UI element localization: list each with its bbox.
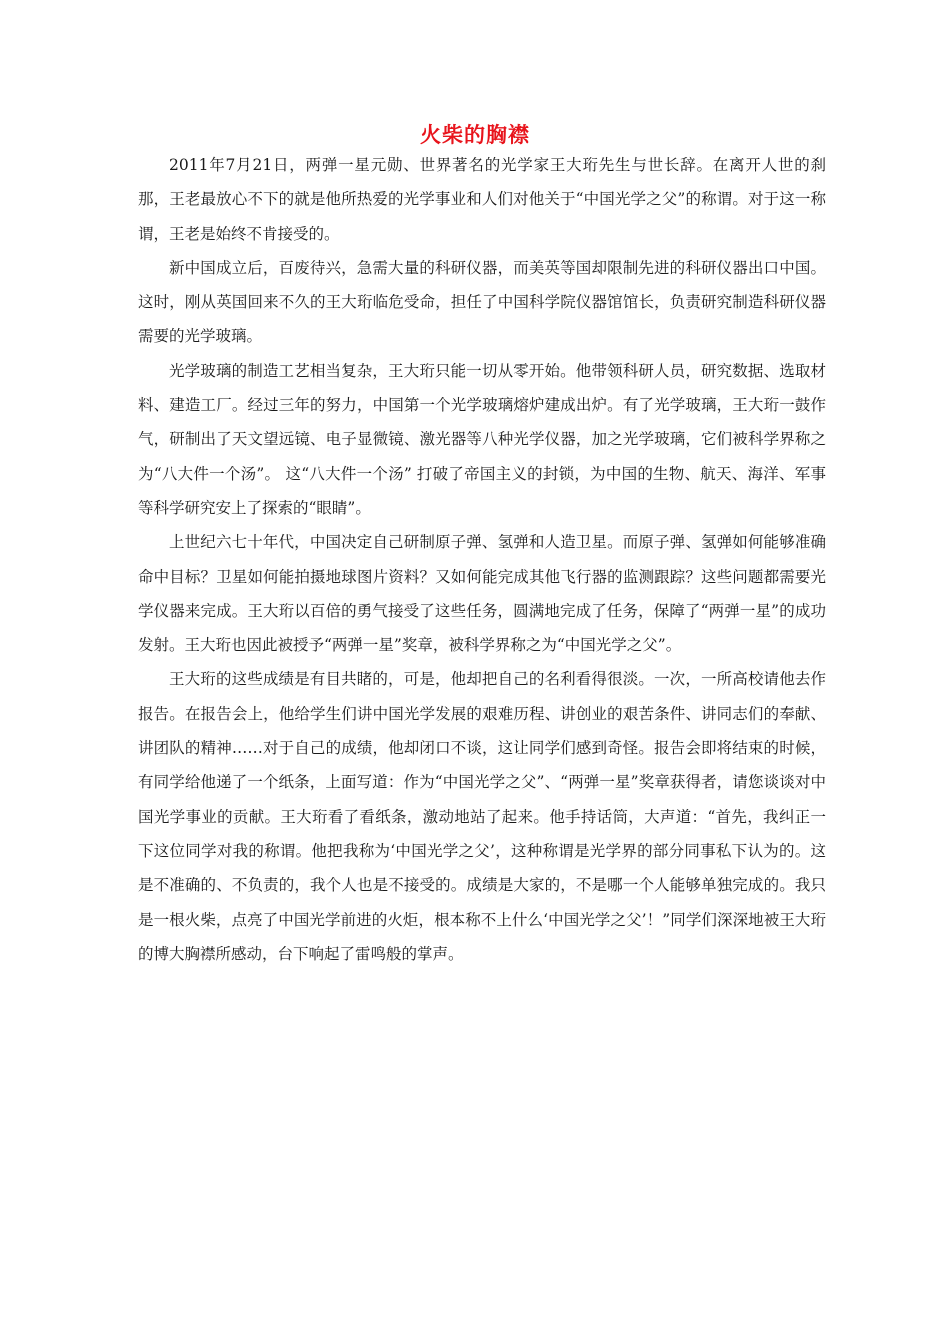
document-title: 火柴的胸襟 (420, 123, 530, 147)
paragraph-4: 上世纪六七十年代，中国决定自己研制原子弹、氢弹和人造卫星。而原子弹、氢弹如何能够准确命中目标？卫星如何能拍摄地球图片资料？又如何能完成其他飞行器的监测跟踪？这些问题都需要光学仪器来完成。王大珩以百倍的勇气接受了这些任务，圆满地完成了任务，保障了“两弹一星”的成功发射。王大珩也因此被授予“两弹一星”奖章，被科学界称之为“中国光学之父”。 (138, 533, 826, 655)
paragraph-1: 2011年7月21日，两弹一星元勋、世界著名的光学家王大珩先生与世长辞。在离开人世的刹那，王老最放心不下的就是他所热爱的光学事业和人们对他关于“中国光学之父”的称谓。对于这一称谓，王老是始终不肯接受的。 (138, 156, 826, 243)
paragraph-2: 新中国成立后，百废待兴，急需大量的科研仪器，而美英等国却限制先进的科研仪器出口中国。这时，刚从英国回来不久的王大珩临危受命，担任了中国科学院仪器馆馆长，负责研究制造科研仪器需要的光学玻璃。 (138, 258, 826, 346)
document-body (138, 148, 826, 971)
paragraph-5: 王大珩的这些成绩是有目共睹的，可是，他却把自己的名利看得很淡。一次，一所高校请他去作报告。在报告会上，他给学生们讲中国光学发展的艰难历程、讲创业的艰苦条件、讲同志们的奉献、讲团队的精神……对于自己的成绩，他却闭口不谈，这让同学们感到奇怪。报告会即将结束的时候，有同学给他递了一个纸条，上面写道：作为“中国光学之父”、“两弹一星”奖章获得者，请您谈谈对中国光学事业的贡献。王大珩看了看纸条，激动地站了起来。他手持话筒，大声道：“首先，我纠正一下这位同学对我的称谓。他把我称为‘中国光学之父’，这种称谓是光学界的部分同事私下认为的。这是不准确的、不负责的，我个人也是不接受的。成绩是大家的，不是哪一个人能够单独完成的。我只是一根火柴，点亮了中国光学前进的火炬，根本称不上什么‘中国光学之父’！”同学们深深地被王大珩的博大胸襟所感动，台下响起了雷鸣般的掌声。 (138, 670, 826, 963)
paragraph-3: 光学玻璃的制造工艺相当复杂，王大珩只能一切从零开始。他带领科研人员，研究数据、选取材料、建造工厂。经过三年的努力，中国第一个光学玻璃熔炉建成出炉。有了光学玻璃，王大珩一鼓作气，研制出了天文望远镜、电子显微镜、激光器等八种光学仪器，加之光学玻璃，它们被科学界称之为“八大件一个汤”。 这“八大件一个汤” 打破了帝国主义的封锁，为中国的生物、航天、海洋、军事等科学研究安上了探索的“眼睛”。 (138, 361, 826, 517)
